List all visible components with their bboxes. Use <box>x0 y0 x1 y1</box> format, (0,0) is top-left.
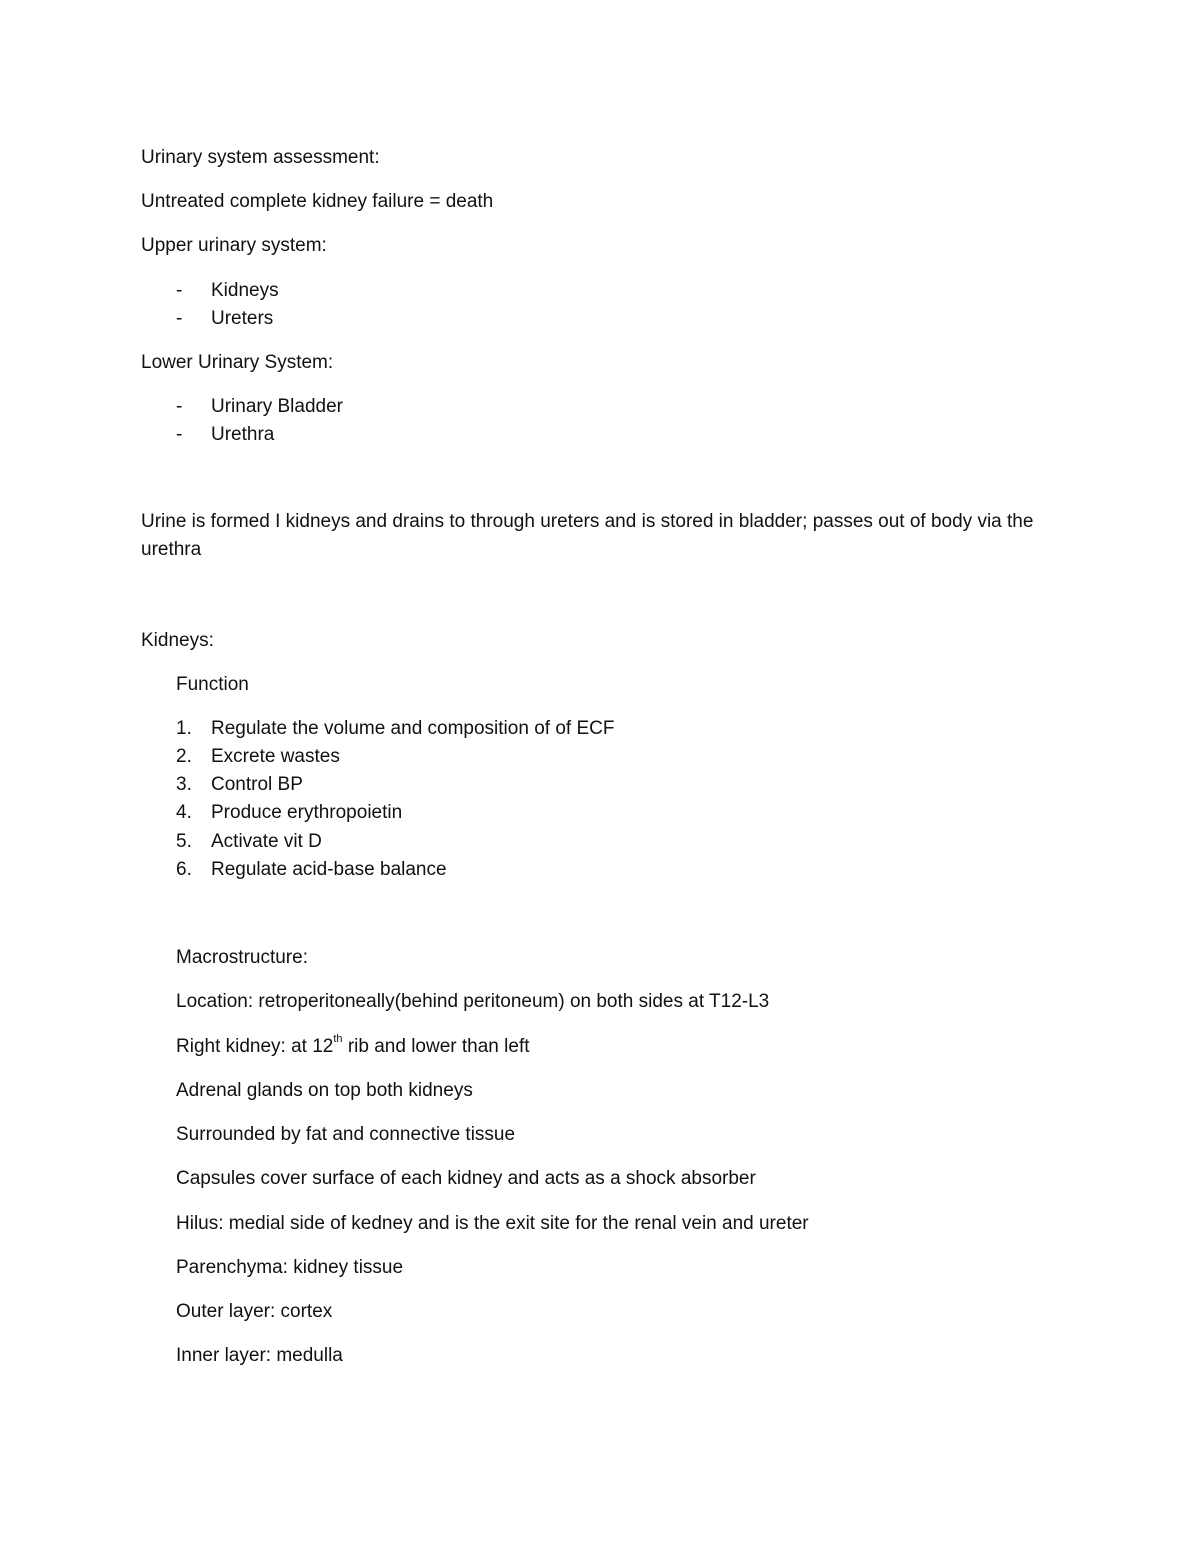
adrenal-line: Adrenal glands on top both kidneys <box>176 1080 473 1101</box>
function-heading: Function <box>176 674 249 695</box>
list-number: 1. <box>176 718 192 739</box>
bullet-marker: - <box>176 396 183 417</box>
hilus-line: Hilus: medial side of kedney and is the exit site for the renal vein and ureter <box>176 1213 809 1234</box>
list-item-urethra: Urethra <box>211 424 275 445</box>
macrostructure-heading: Macrostructure: <box>176 947 308 968</box>
right-kidney-text-start: Right kidney: at 12 <box>176 1036 334 1057</box>
upper-system-heading: Upper urinary system: <box>141 235 327 256</box>
function-item: Regulate the volume and composition of of ECF <box>211 718 615 739</box>
capsules-line: Capsules cover surface of each kidney and acts as a shock absorber <box>176 1168 756 1189</box>
list-number: 6. <box>176 859 192 880</box>
bullet-marker: - <box>176 308 183 329</box>
outer-layer-line: Outer layer: cortex <box>176 1301 333 1322</box>
parenchyma-line: Parenchyma: kidney tissue <box>176 1257 404 1278</box>
function-item: Control BP <box>211 774 303 795</box>
function-item: Regulate acid-base balance <box>211 859 447 880</box>
function-item: Activate vit D <box>211 831 322 852</box>
list-number: 4. <box>176 802 192 823</box>
right-kidney-text-end: rib and lower than left <box>342 1036 530 1057</box>
function-item: Excrete wastes <box>211 746 340 767</box>
list-number: 2. <box>176 746 192 767</box>
kidney-failure-statement: Untreated complete kidney failure = death <box>141 191 494 212</box>
document-title: Urinary system assessment: <box>141 147 380 168</box>
ordinal-superscript: th <box>333 1033 343 1045</box>
bullet-marker: - <box>176 424 183 445</box>
bullet-marker: - <box>176 280 183 301</box>
right-kidney-line <box>176 1035 530 1059</box>
urine-paragraph: Urine is formed I kidneys and drains to through ureters and is stored in bladder; passes out of body via the urethra <box>141 511 1034 560</box>
function-item: Produce erythropoietin <box>211 802 403 823</box>
lower-system-heading: Lower Urinary System: <box>141 352 334 373</box>
list-number: 5. <box>176 831 192 852</box>
location-line: Location: retroperitoneally(behind peritoneum) on both sides at T12-L3 <box>176 991 770 1012</box>
surrounded-line: Surrounded by fat and connective tissue <box>176 1124 516 1145</box>
inner-layer-line: Inner layer: medulla <box>176 1345 343 1366</box>
list-number: 3. <box>176 774 192 795</box>
kidneys-heading: Kidneys: <box>141 630 214 651</box>
list-item-kidneys: Kidneys <box>211 280 279 301</box>
list-item-urinary-bladder: Urinary Bladder <box>211 396 343 417</box>
list-item-ureters: Ureters <box>211 308 274 329</box>
